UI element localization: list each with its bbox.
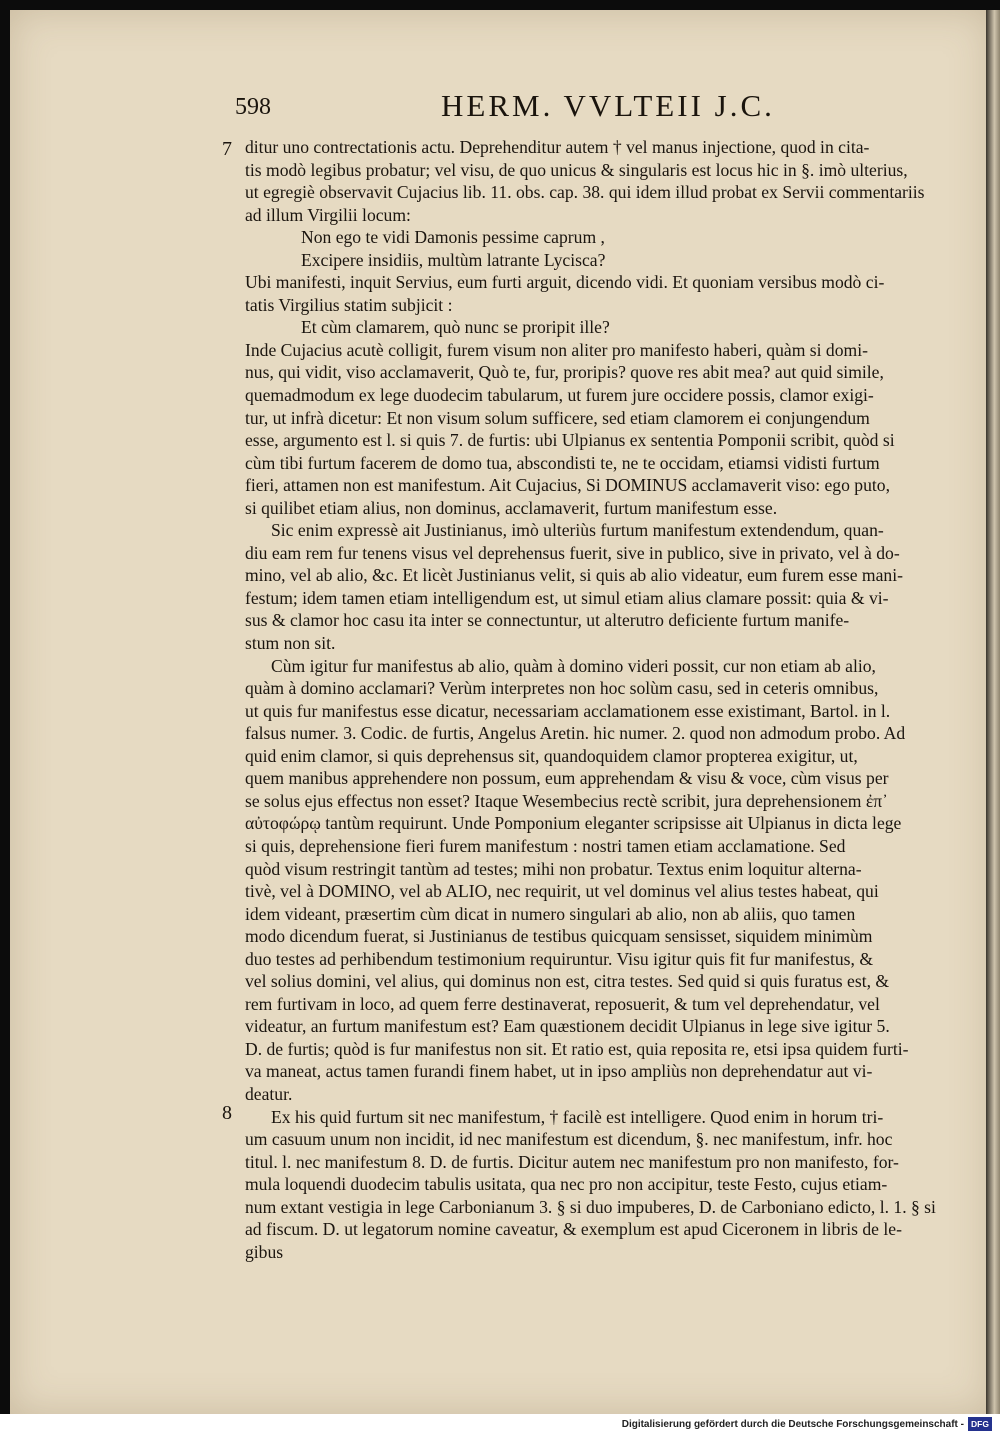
text-line: si quis, deprehensione fieri furem manifestum : nostri tamen etiam acclamatione. Sed xyxy=(245,835,846,856)
text-line: ditur uno contrectationis actu. Deprehenditur autem † vel manus injectione, quod in cita- xyxy=(245,137,870,157)
text-line: Excipere insidiis, multùm latrante Lycisca? xyxy=(301,249,606,270)
text-line: quem manibus apprehendere non possum, eum apprehendam & visu & voce, cùm visus per xyxy=(245,768,889,789)
text-line: esse, argumento est l. si quis 7. de furtis: ubi Ulpianus ex sententia Pomponii scribit, quòd si xyxy=(245,430,895,451)
text-line: duo testes ad perhibendum testimonium requiruntur. Visu igitur quis fit fur manifestus, & xyxy=(245,948,874,969)
running-header xyxy=(235,88,795,132)
text-line: Ex his quid furtum sit nec manifestum, † facilè est intelligere. Quod enim in horum tri- xyxy=(271,1106,884,1127)
text-line: titul. l. nec manifestum 8. D. de furtis. Dicitur autem nec manifestum pro non manifesto, for- xyxy=(245,1151,899,1172)
text-line: mino, vel ab alio, &c. Et licèt Justinianus velit, si quis ab alio videatur, eum furem esse mani- xyxy=(245,565,903,586)
text-line: um casuum unum non incidit, id nec manifestum est dicendum, §. nec manifestum, infr. hoc xyxy=(245,1129,893,1150)
text-line: deatur. xyxy=(245,1083,293,1104)
page-title: HERM. VVLTEII J.C. xyxy=(441,88,775,123)
text-line: idem videant, præsertim cùm dicat in numero singulari ab alio, non ab aliis, quo tamen xyxy=(245,903,856,924)
text-line: fieri, attamen non est manifestum. Ait Cujacius, Si DOMINUS acclamaverit viso: ego puto, xyxy=(245,475,890,496)
text-line: quàm à domino acclamari? Verùm interpretes non hoc solùm casu, sed in ceteris omnibus, xyxy=(245,678,879,699)
text-line: si quilibet etiam alius, non dominus, acclamaverit, furtum manifestum esse. xyxy=(245,497,778,518)
text-line: tur, ut infrà dicetur: Et non visum solum sufficere, sed etiam clamorem ei conjungendum xyxy=(245,407,870,428)
text-line: quid enim clamor, si quis deprehensus sit, quandoquidem clamor propterea exigitur, ut, xyxy=(245,745,858,766)
text-line: Non ego te vidi Damonis pessime caprum , xyxy=(301,227,605,248)
text-line: diu eam rem fur tenens visus vel deprehensus fuerit, sive in publico, sive in privato, vel à do- xyxy=(245,542,900,563)
text-line: nus, qui vidit, viso acclamaverit, Quò te, fur, proripis? quove res abit mea? aut quid simile, xyxy=(245,362,884,383)
text-line: gibus xyxy=(245,1241,284,1262)
text-line: ut quis fur manifestus esse dicatur, necessariam acclamationem esse existimant, Bartol. in l. xyxy=(245,700,891,721)
text-line: va maneat, actus tamen furandi finem habet, ut in ipso ampliùs non deprehendatur aut vi- xyxy=(245,1061,873,1082)
text-line: cùm tibi furtum facerem de domo tua, abscondisti te, ne te occidam, etiamsi vidisti furtum xyxy=(245,452,880,473)
text-line: stum non sit. xyxy=(245,633,336,654)
margin-number: 8 xyxy=(222,1102,232,1124)
text-line: num extant vestigia in lege Carbonianum 3. § si duo impuberes, D. de Carboniano edicto, l. 1. § si xyxy=(245,1196,936,1217)
text-line: modo dicendum fuerat, si Justinianus de testibus quicquam sensisset, siquidem minimùm xyxy=(245,926,873,947)
body-text xyxy=(245,136,990,1263)
text-line: quòd visum restringit tantùm ad testes; mihi non probatur. Textus enim loquitur alterna- xyxy=(245,858,862,879)
text-line: tatis Virgilius statim subjicit : xyxy=(245,294,453,315)
footer-credit: Digitalisierung gefördert durch die Deutsche Forschungsgemeinschaft - xyxy=(621,1419,964,1430)
text-line: falsus numer. 3. Codic. de furtis, Angelus Aretin. hic numer. 2. quod non admodum probo. Ad xyxy=(245,723,906,744)
text-line: tivè, vel à DOMINO, vel ab ALIO, nec requirit, ut vel dominus vel alius testes habeat, qui xyxy=(245,881,879,902)
text-line: quemadmodum ex lege duodecim tabularum, ut furem jure occidere possis, clamor exigi- xyxy=(245,385,874,406)
text-line: tis modò legibus probatur; vel visu, de quo unicus & singularis est locus hic in §. imò ulterius, xyxy=(245,159,908,180)
text-line: Ubi manifesti, inquit Servius, eum furti arguit, dicendo vidi. Et quoniam versibus modò ci- xyxy=(245,272,885,293)
text-line: festum; idem tamen etiam intelligendum est, ut simul etiam alius clamare possit: quia & vi- xyxy=(245,587,889,608)
text-line: sus & clamor hoc casu ita inter se connectuntur, ut alterutro deficiente furtum manife- xyxy=(245,610,850,631)
text-line: rem furtivam in loco, ad quem ferre destinaverat, reposuerit, & tum vel deprehendatur, vel xyxy=(245,993,880,1014)
text-line: Sic enim expressè ait Justinianus, imò ulteriùs furtum manifestum extendendum, quan- xyxy=(271,520,884,541)
text-line: D. de furtis; quòd is fur manifestus non sit. Et ratio est, quia reposita re, etsi ipsa quidem furti- xyxy=(245,1038,909,1059)
text-line: mula loquendi duodecim tabulis usitata, qua nec pro non accipitur, teste Festo, cujus etiam- xyxy=(245,1174,888,1195)
margin-number: 7 xyxy=(222,138,232,160)
text-line: αὐτοφώρῳ tantùm requirunt. Unde Pomponium eleganter scripsisse ait Ulpianus in dicta lege xyxy=(245,813,902,834)
page-number: 598 xyxy=(235,94,271,120)
text-line: videatur, an furtum manifestum est? Eam quæstionem decidit Ulpianus in lege sive igitur 5. xyxy=(245,1016,890,1037)
text-line: Inde Cujacius acutè colligit, furem visum non aliter pro manifesto haberi, quàm si domi- xyxy=(245,339,868,360)
text-line: Cùm igitur fur manifestus ab alio, quàm à domino videri possit, cur non etiam ab alio, xyxy=(271,655,876,676)
text-line: Et cùm clamarem, quò nunc se proripit ille? xyxy=(301,317,610,338)
text-line: vel solius domini, vel alius, qui dominus non est, citra testes. Sed quid si quis furatus est, & xyxy=(245,971,890,992)
text-line: ad fiscum. D. ut legatorum nomine caveatur, & exemplum est apud Ciceronem in libris de le- xyxy=(245,1219,902,1240)
text-line: ut egregiè observavit Cujacius lib. 11. obs. cap. 38. qui idem illud probat ex Servii commentariis xyxy=(245,182,925,203)
text-line: ad illum Virgilii locum: xyxy=(245,204,411,225)
dfg-logo: DFG xyxy=(968,1417,992,1431)
text-line: se solus ejus effectus non esset? Itaque Wesembecius rectè scribit, jura deprehensionem ἐπ᾽ xyxy=(245,790,888,811)
